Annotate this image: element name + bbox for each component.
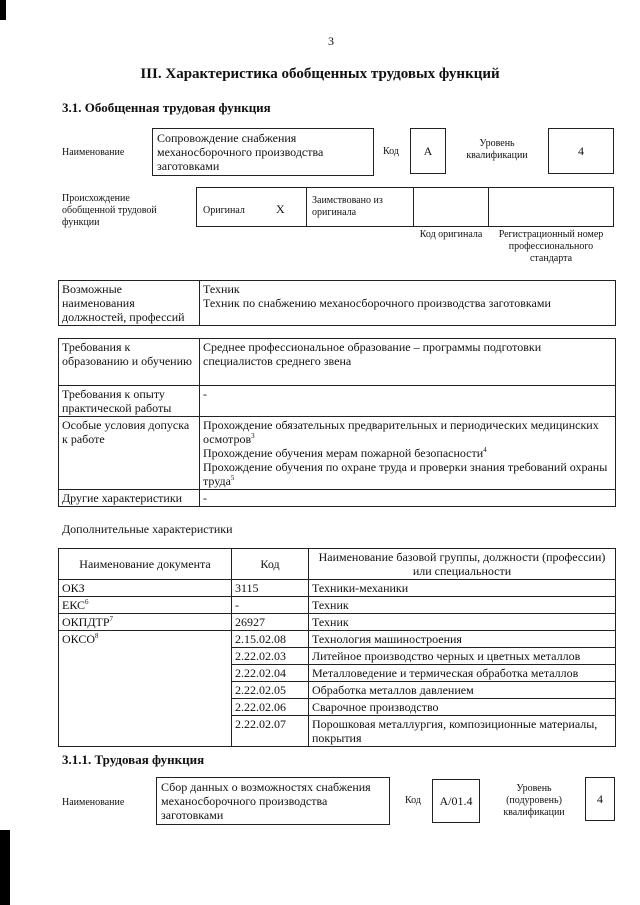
extra-doc: ОКПДТР$^7$ [59, 614, 232, 631]
extra-header-doc: Наименование документа [59, 549, 232, 580]
extra-code: 2.22.02.06 [232, 699, 309, 716]
extra-header-row [59, 549, 616, 580]
extra-code: 3115 [232, 580, 309, 597]
extra-code: 26927 [232, 614, 309, 631]
original-label: Оригинал [203, 205, 245, 216]
req-value-text: - [203, 491, 207, 505]
borrowed-label: Заимствовано из оригинала [312, 195, 383, 218]
tf-level-text: 4 [597, 792, 603, 806]
tf-code-label: Код [405, 795, 421, 806]
tf-level-label: Уровень (подуровень) квалификации [503, 783, 565, 818]
tf-code-value [432, 779, 480, 823]
gtf-code-label: Код [383, 146, 399, 157]
tf-code-text: A/01.4 [439, 794, 473, 808]
extra-name: Сварочное производство [309, 699, 616, 716]
requirements-table [58, 338, 616, 507]
extra-row [59, 597, 616, 614]
tf-heading: 3.1.1. Трудовая функция [62, 752, 205, 767]
req-line: Прохождение обучения мерам пожарной безопасности$^4$ [203, 446, 487, 460]
extra-code: 2.15.02.08 [232, 631, 309, 648]
extra-doc: ОКСО$^8$ [59, 631, 232, 747]
requirement-row [59, 417, 616, 490]
extra-name: Порошковая металлургия, композиционные материалы, покрытия [309, 716, 616, 747]
original-mark: X [276, 202, 285, 216]
gtf-name-text: Сопровождение снабжения механосборочного производства заготовками [157, 131, 324, 173]
extra-code: 2.22.02.04 [232, 665, 309, 682]
scan-edge-bottom [0, 830, 10, 905]
requirement-row [59, 490, 616, 507]
extra-name: Металловедение и термическая обработка металлов [309, 665, 616, 682]
extra-header-code: Код [232, 549, 309, 580]
extra-table [58, 548, 616, 747]
origin-divider-3 [488, 187, 489, 227]
positions-values [200, 281, 616, 326]
req-value [200, 417, 616, 490]
gtf-level-value [548, 128, 614, 174]
gtf-heading: 3.1. Обобщенная трудовая функция [62, 100, 271, 115]
extra-name: Технология машиностроения [309, 631, 616, 648]
req-line: Прохождение обязательных предварительных и периодических медицинских осмотров$^3$ [203, 418, 599, 446]
tf-name-value [156, 777, 390, 825]
extra-name: Техники-механики [309, 580, 616, 597]
req-value [200, 490, 616, 507]
extra-name: Техник [309, 614, 616, 631]
position-item: Техник [203, 282, 240, 296]
extra-row [59, 614, 616, 631]
req-value [200, 386, 616, 417]
extra-name: Техник [309, 597, 616, 614]
gtf-name-value [152, 128, 374, 176]
gtf-code-value [410, 128, 446, 174]
reg-number-label: Регистрационный номер профессионального стандарта [498, 229, 604, 264]
req-value-text: - [203, 387, 207, 401]
gtf-level-text: 4 [578, 144, 584, 158]
extra-row [59, 631, 616, 648]
req-line: Прохождение обучения по охране труда и проверки знания требований охраны труда$^5$ [203, 460, 608, 488]
origin-divider-1 [306, 187, 307, 227]
req-value-text: Среднее профессиональное образование – программы подготовки специалистов среднего звена [203, 340, 542, 368]
origin-divider-2 [413, 187, 414, 227]
extra-code: - [232, 597, 309, 614]
extra-code: 2.22.02.03 [232, 648, 309, 665]
extra-heading: Дополнительные характеристики [62, 522, 233, 536]
extra-row [59, 580, 616, 597]
extra-doc: ЕКС$^6$ [59, 597, 232, 614]
req-label: Требования к образованию и обучению [59, 339, 200, 386]
tf-name-text: Сбор данных о возможностях снабжения механосборочного производства заготовками [161, 780, 371, 822]
requirement-row [59, 386, 616, 417]
code-original-label: Код оригинала [419, 229, 483, 240]
req-label: Особые условия допуска к работе [59, 417, 200, 490]
requirement-row [59, 339, 616, 386]
positions-table [58, 280, 616, 326]
page-number: 3 [328, 34, 334, 48]
extra-code: 2.22.02.05 [232, 682, 309, 699]
req-label: Требования к опыту практической работы [59, 386, 200, 417]
extra-name: Обработка металлов давлением [309, 682, 616, 699]
gtf-level-label: Уровень квалификации [466, 138, 528, 161]
positions-row [59, 281, 616, 326]
extra-doc: ОКЗ [59, 580, 232, 597]
tf-level-value [585, 777, 615, 821]
gtf-name-label: Наименование [62, 147, 125, 158]
position-item: Техник по снабжению механосборочного производства заготовками [203, 296, 551, 310]
gtf-code-text: А [423, 144, 433, 158]
section-title: III. Характеристика обобщенных трудовых функций [140, 66, 500, 82]
scan-edge-top [0, 0, 6, 20]
extra-name: Литейное производство черных и цветных металлов [309, 648, 616, 665]
gtf-origin-label: Происхождение обобщенной трудовой функции [62, 193, 157, 228]
req-value [200, 339, 616, 386]
extra-code: 2.22.02.07 [232, 716, 309, 747]
positions-label: Возможные наименования должностей, профессий [59, 281, 200, 326]
req-label: Другие характеристики [59, 490, 200, 507]
tf-name-label: Наименование [62, 797, 125, 808]
extra-header-name: Наименование базовой группы, должности (профессии) или специальности [309, 549, 616, 580]
